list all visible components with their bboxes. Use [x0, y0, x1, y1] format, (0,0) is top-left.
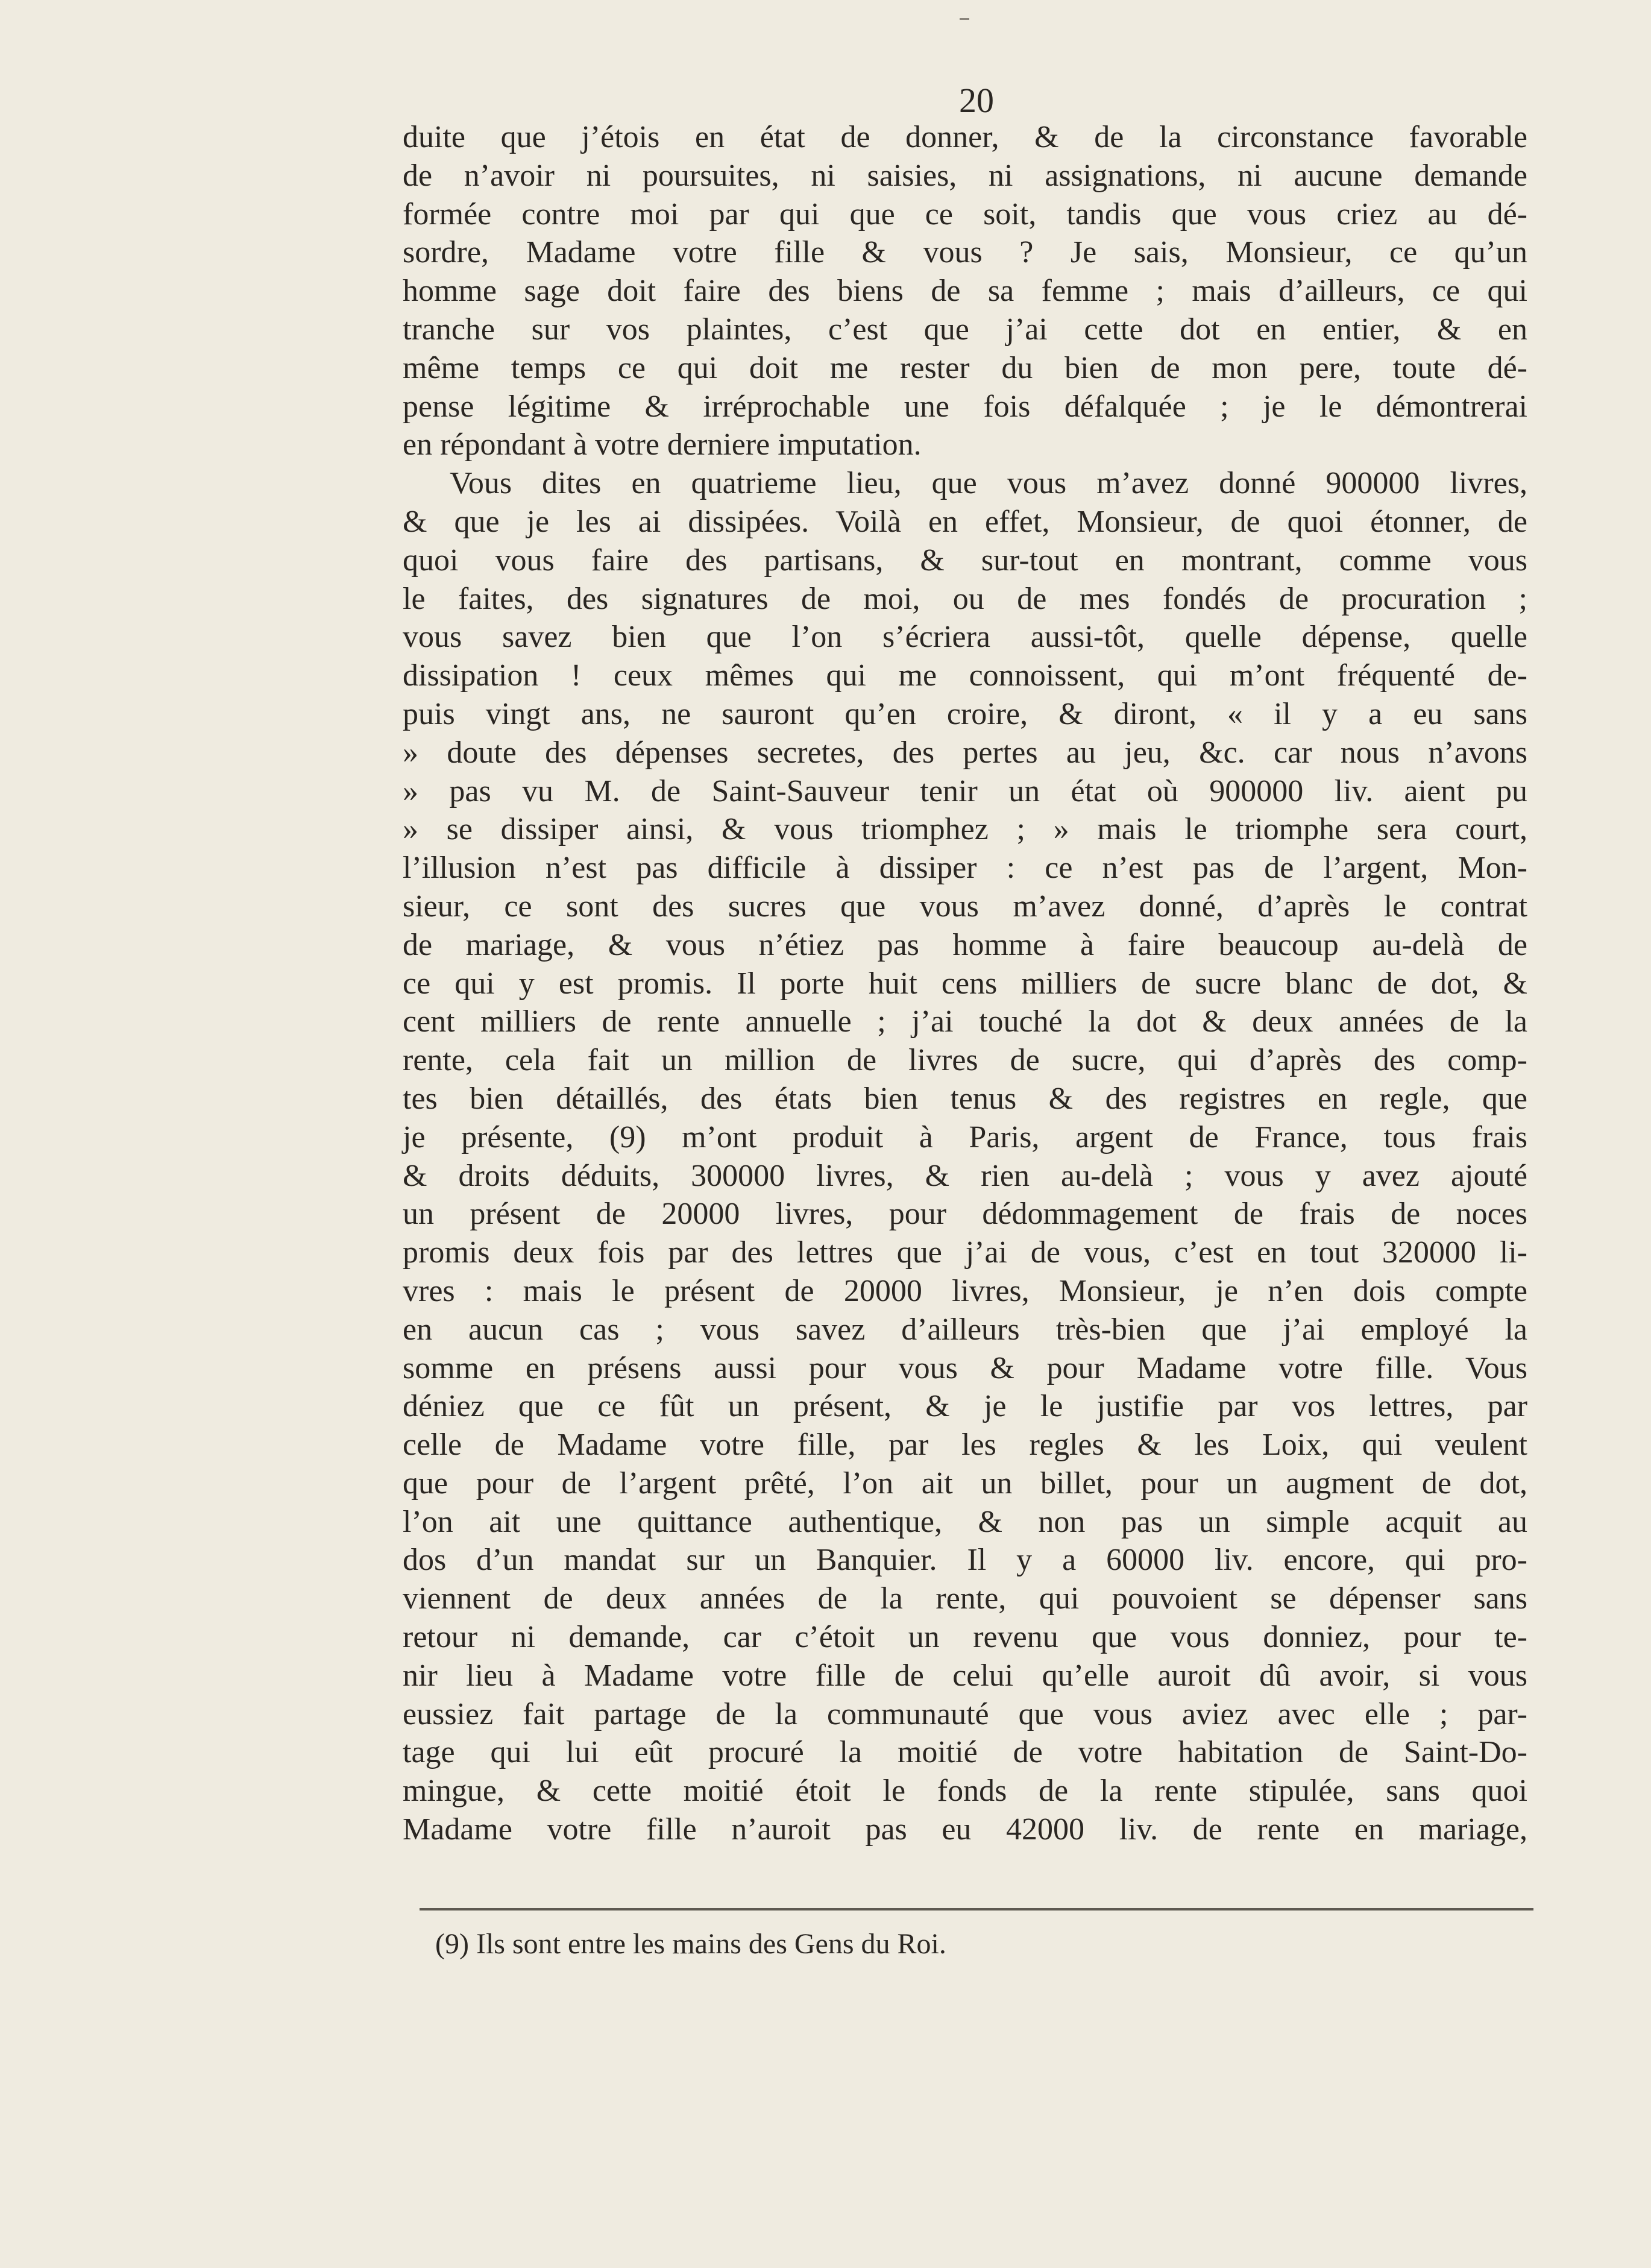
- text-line: nir lieu à Madame votre fille de celui qu’elle auroit dû avoir, si vous: [403, 1658, 1527, 1693]
- text-line: sieur, ce sont des sucres que vous m’avez donné, d’après le contrat: [403, 889, 1527, 924]
- body-text: [403, 118, 1527, 1849]
- text-line: vous savez bien que l’on s’écriera aussi-tôt, quelle dépense, quelle: [403, 620, 1527, 655]
- text-line: en aucun cas ; vous savez d’ailleurs très-bien que j’ai employé la: [403, 1312, 1527, 1347]
- text-line: Vous dites en quatrieme lieu, que vous m’avez donné 900000 livres,: [450, 466, 1527, 501]
- page-number: 20: [959, 81, 994, 120]
- text-line: même temps ce qui doit me rester du bien de mon pere, toute dé-: [403, 350, 1527, 385]
- text-line: tes bien détaillés, des états bien tenus & des registres en regle, que: [403, 1081, 1527, 1116]
- text-line: l’illusion n’est pas difficile à dissiper : ce n’est pas de l’argent, Mon-: [403, 851, 1527, 886]
- text-line: dos d’un mandat sur un Banquier. Il y a 60000 liv. encore, qui pro-: [403, 1543, 1527, 1578]
- text-line: » doute des dépenses secretes, des pertes au jeu, &c. car nous n’avons: [403, 735, 1527, 770]
- footnote: (9) Ils sont entre les mains des Gens du Roi.: [435, 1928, 946, 1960]
- text-line: » se dissiper ainsi, & vous triomphez ; » mais le triomphe sera court,: [403, 812, 1527, 847]
- text-line: sordre, Madame votre fille & vous ? Je sais, Monsieur, ce qu’un: [403, 235, 1527, 270]
- text-line: eussiez fait partage de la communauté que vous aviez avec elle ; par-: [403, 1696, 1527, 1731]
- text-line: rente, cela fait un million de livres de sucre, qui d’après des comp-: [403, 1043, 1527, 1078]
- text-line: retour ni demande, car c’étoit un revenu que vous donniez, pour te-: [403, 1620, 1527, 1655]
- text-line: somme en présens aussi pour vous & pour Madame votre fille. Vous: [403, 1350, 1527, 1385]
- text-line: vres : mais le présent de 20000 livres, Monsieur, je n’en dois compte: [403, 1273, 1527, 1308]
- text-line: cent milliers de rente annuelle ; j’ai touché la dot & deux années de la: [403, 1004, 1527, 1039]
- text-line: & que je les ai dissipées. Voilà en effet, Monsieur, de quoi étonner, de: [403, 504, 1527, 539]
- text-line: ce qui y est promis. Il porte huit cens milliers de sucre blanc de dot, &: [403, 966, 1527, 1001]
- text-line: un présent de 20000 livres, pour dédommagement de frais de noces: [403, 1197, 1527, 1232]
- text-line: de n’avoir ni poursuites, ni saisies, ni assignations, ni aucune demande: [403, 158, 1527, 193]
- text-line: mingue, & cette moitié étoit le fonds de la rente stipulée, sans quoi: [403, 1774, 1527, 1809]
- text-line: que pour de l’argent prêté, l’on ait un billet, pour un augment de dot,: [403, 1466, 1527, 1501]
- text-line: celle de Madame votre fille, par les regles & les Loix, qui veulent: [403, 1428, 1527, 1463]
- text-line: le faites, des signatures de moi, ou de mes fondés de procuration ;: [403, 581, 1527, 616]
- text-line: promis deux fois par des lettres que j’ai de vous, c’est en tout 320000 li-: [403, 1235, 1527, 1270]
- text-line: de mariage, & vous n’étiez pas homme à faire beaucoup au-delà de: [403, 927, 1527, 962]
- text-line: dissipation ! ceux mêmes qui me connoissent, qui m’ont fréquenté de-: [403, 658, 1527, 693]
- text-line: duite que j’étois en état de donner, & de la circonstance favorable: [403, 120, 1527, 154]
- text-line: tage qui lui eût procuré la moitié de votre habitation de Saint-Do-: [403, 1735, 1527, 1770]
- text-line: Madame votre fille n’auroit pas eu 42000 liv. de rente en mariage,: [403, 1812, 1527, 1847]
- text-line: pense légitime & irréprochable une fois défalquée ; je le démontrerai: [403, 389, 1527, 424]
- text-line: homme sage doit faire des biens de sa femme ; mais d’ailleurs, ce qui: [403, 274, 1527, 309]
- text-line: quoi vous faire des partisans, & sur-tout en montrant, comme vous: [403, 543, 1527, 578]
- text-line: viennent de deux années de la rente, qui pouvoient se dépenser sans: [403, 1581, 1527, 1616]
- text-line: je présente, (9) m’ont produit à Paris, argent de France, tous frais: [403, 1120, 1527, 1154]
- text-line: l’on ait une quittance authentique, & non pas un simple acquit au: [403, 1504, 1527, 1539]
- text-line: tranche sur vos plaintes, c’est que j’ai cette dot en entier, & en: [403, 312, 1527, 347]
- text-line: en répondant à votre derniere imputation.: [403, 427, 922, 462]
- text-line: formée contre moi par qui que ce soit, tandis que vous criez au dé-: [403, 197, 1527, 232]
- footnote-rule: [420, 1908, 1533, 1910]
- text-line: & droits déduits, 300000 livres, & rien au-delà ; vous y avez ajouté: [403, 1158, 1527, 1193]
- text-line: puis vingt ans, ne sauront qu’en croire, & diront, « il y a eu sans: [403, 696, 1527, 731]
- text-line: déniez que ce fût un présent, & je le justifie par vos lettres, par: [403, 1389, 1527, 1424]
- text-line: » pas vu M. de Saint-Sauveur tenir un état où 900000 liv. aient pu: [403, 773, 1527, 808]
- top-mark: [960, 18, 969, 20]
